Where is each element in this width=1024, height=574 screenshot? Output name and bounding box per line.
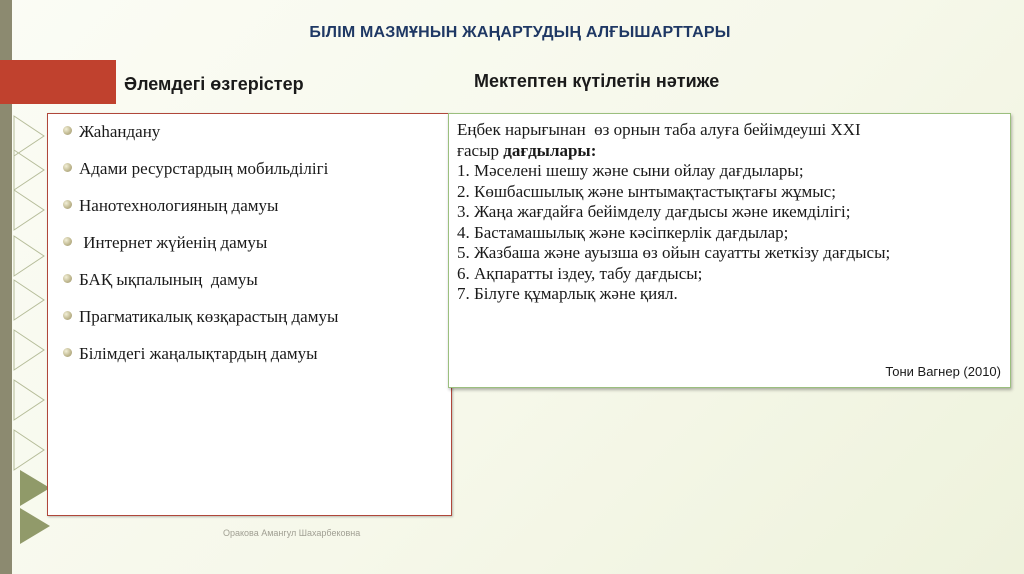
bullet-icon <box>63 163 72 172</box>
bullet-icon <box>63 126 72 135</box>
bullet-icon <box>63 274 72 283</box>
skill-item: 5. Жазбаша және ауызша өз ойын сауатты жеткізу дағдысы; <box>457 243 891 262</box>
bullet-icon <box>63 348 72 357</box>
bullet-icon <box>63 200 72 209</box>
list-item: Прагматикалық көзқарастың дамуы <box>63 306 451 343</box>
list-item: Адами ресурстардың мобильділігі <box>63 158 451 195</box>
left-content-box <box>47 113 452 516</box>
right-content-box <box>448 113 1011 388</box>
skill-item: 2. Көшбасшылық және ынтымақтастықтағы жұмыс; <box>457 181 836 201</box>
footer-author: Оракова Амангул Шахарбековна <box>223 528 361 538</box>
accent-tab <box>0 60 116 104</box>
citation: Тони Вагнер (2010) <box>885 364 1001 379</box>
skill-item: 1. Мәселені шешу және сыни ойлау дағдылары; <box>457 161 804 180</box>
list-item: Интернет жүйенің дамуы <box>63 232 451 269</box>
list-item: Нанотехнологияның дамуы <box>63 195 451 232</box>
skill-item: 3. Жаңа жағдайға бейімделу дағдысы және икемділігі; <box>457 202 851 221</box>
list-item: БАҚ ықпалының дамуы <box>63 269 451 306</box>
changes-list <box>48 114 451 380</box>
intro-line: Еңбек нарығынан өз орнын таба алуға бейімдеуші XXI <box>457 120 861 139</box>
bullet-icon <box>63 237 72 246</box>
left-column-heading: Әлемдегі өзгерістер <box>124 74 304 94</box>
page-title: БІЛІМ МАЗМҰНЫН ЖАҢАРТУДЫҢ АЛҒЫШАРТТАРЫ <box>309 24 731 41</box>
intro-line-skills: ғасыр дағдылары: <box>457 140 597 160</box>
right-column-heading: Мектептен күтілетін нәтиже <box>474 71 720 91</box>
list-item: Жаһандану <box>63 121 451 158</box>
bullet-icon <box>63 311 72 320</box>
skill-item: 7. Білуге құмарлық және қиял. <box>457 284 678 303</box>
list-item: Білімдегі жаңалықтардың дамуы <box>63 343 451 380</box>
skill-item: 6. Ақпаратты іздеу, табу дағдысы; <box>457 263 703 283</box>
skill-item: 4. Бастамашылық және кәсіпкерлік дағдылар; <box>457 222 789 242</box>
